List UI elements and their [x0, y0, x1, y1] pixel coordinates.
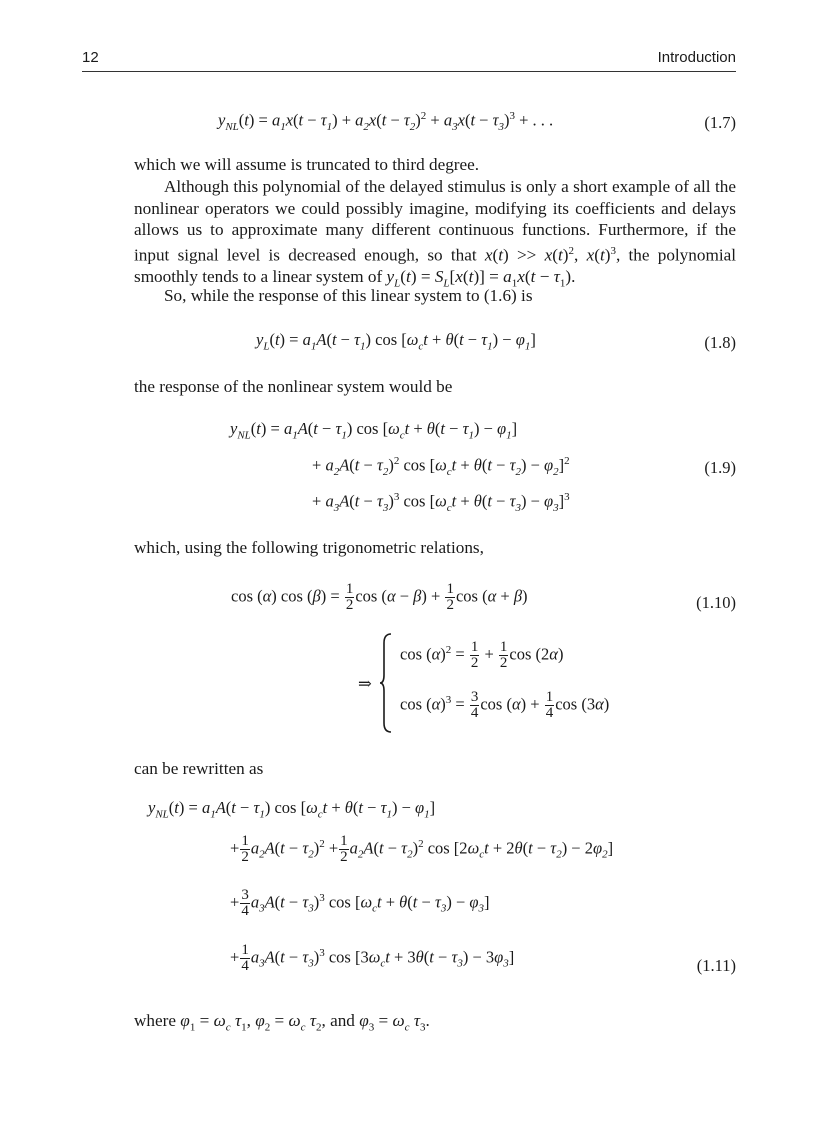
paragraph-text: and [330, 1011, 355, 1030]
paragraph: which we will assume is truncated to third degree. [134, 155, 480, 174]
equation-1-8: $y_L(t) = a_1A(t - \tau_1)$ $\cos [\omega_ct + \theta(t - \tau_1) - \varphi_1]$ [256, 330, 536, 353]
equation-1-9-line-3: + $a_3A(t - \tau_3)^3$ $\cos [\omega_ct + \theta(t - \tau_3) - \varphi_3]^3$ [312, 491, 570, 514]
equation-1-11-line-4: + $\frac{1}{4}$ $a_3A(t - \tau_3)^3$ $\cos [3\omega_ct + 3\theta(t - \tau_3) - 3\varphi_3]$ [230, 942, 515, 974]
implies-arrow: ⇒ [358, 674, 372, 693]
equation-1-11-line-1: $y_{NL}(t) = a_1A(t - \tau_1)$ $\cos [\omega_ct + \theta(t - \tau_1) - \varphi_1]$ [148, 798, 436, 821]
equation-number: (1.7) [704, 113, 736, 132]
equation-1-7: $y_{NL}(t) = a_1x(t - \tau_1) + a_2x(t - \tau_2)^2 + a_3x(t - \tau_3)^3$ + . . . [218, 110, 554, 133]
paragraph-text: where [134, 1011, 176, 1030]
paragraph: which, using the following trigonometric relations, [134, 538, 484, 557]
equation-1-10: cos (α) cos (β) = $\frac{1}{2}$ cos (α − β) + $\frac{1}{2}$ cos (α + β) [231, 581, 528, 613]
equation-1-11-line-2: + $\frac{1}{2}$ $a_2A(t - \tau_2)^2$ + $\frac{1}{2}$ $a_2A(t - \tau_2)^2$ $\cos [2\omega_ct + 2\theta(t - \tau_2) - 2\varphi_2]$ [230, 833, 614, 865]
page-header [82, 49, 736, 71]
paragraph: the response of the nonlinear system would be [134, 377, 453, 396]
equation-number: (1.10) [696, 593, 736, 612]
paragraph-text: Although this polynomial of the delayed stimulus is only a short example of all the nonlinear operators we could possibly imagine, modifying its coefficients and delays allows us to approximate many different continuous functions. Furthermore, if the input signal level is decreased enough, so that [134, 177, 736, 265]
left-brace [380, 633, 392, 733]
equation-number: (1.9) [704, 458, 736, 477]
equation-number: (1.11) [696, 956, 736, 975]
trig-identity-square: $\cos (\alpha)^2$ = $\frac{1}{2}$ + $\frac{1}{2}$ cos (2α) [400, 639, 564, 671]
equation-1-9-line-1: $y_{NL}(t) = a_1A(t - \tau_1)$ $\cos [\omega_ct + \theta(t - \tau_1) - \varphi_1]$ [230, 419, 518, 442]
equation-1-9-line-2: + $a_2A(t - \tau_2)^2$ $\cos [\omega_ct + \theta(t - \tau_2) - \varphi_2]^2$ [312, 455, 570, 478]
page-number: 12 [82, 49, 99, 66]
paragraph-text: , the polynomial smoothly tends to a linear system of [134, 245, 737, 286]
paragraph: Although this polynomial of the delayed stimulus is only a short example of all the nonlinear operators we could possibly imagine, modifying its coefficients and delays allows us to approximate many different continuous functions. Furthermore, if the input signal level is decreased enough, so that $x(t) >> x(t)^2$, $x(t)^3$, the polynomial smoothly tends to a linear system of $y_L(t) = S_L[x(t)] = a_1x(t - \tau_1)$. [134, 177, 737, 290]
running-title: Introduction [657, 49, 736, 66]
equation-number: (1.8) [704, 333, 736, 352]
equation-1-11-line-3: + $\frac{3}{4}$ $a_3A(t - \tau_3)^3$ $\cos [\omega_ct + \theta(t - \tau_3) - \varphi_3]$ [230, 887, 490, 919]
header-rule [82, 71, 736, 72]
paragraph: can be rewritten as [134, 759, 264, 778]
paragraph: So, while the response of this linear system to (1.6) is [164, 286, 533, 305]
paragraph: where $\varphi_1 = \omega_c$ $\tau_1$, $\varphi_2 = \omega_c$ $\tau_2$, and $\varphi_3 = \omega_c$ $\tau_3$. [134, 1011, 430, 1034]
trig-identity-cube: $\cos (\alpha)^3$ = $\frac{3}{4}$ cos (α) + $\frac{1}{4}$ cos (3α) [400, 689, 610, 721]
